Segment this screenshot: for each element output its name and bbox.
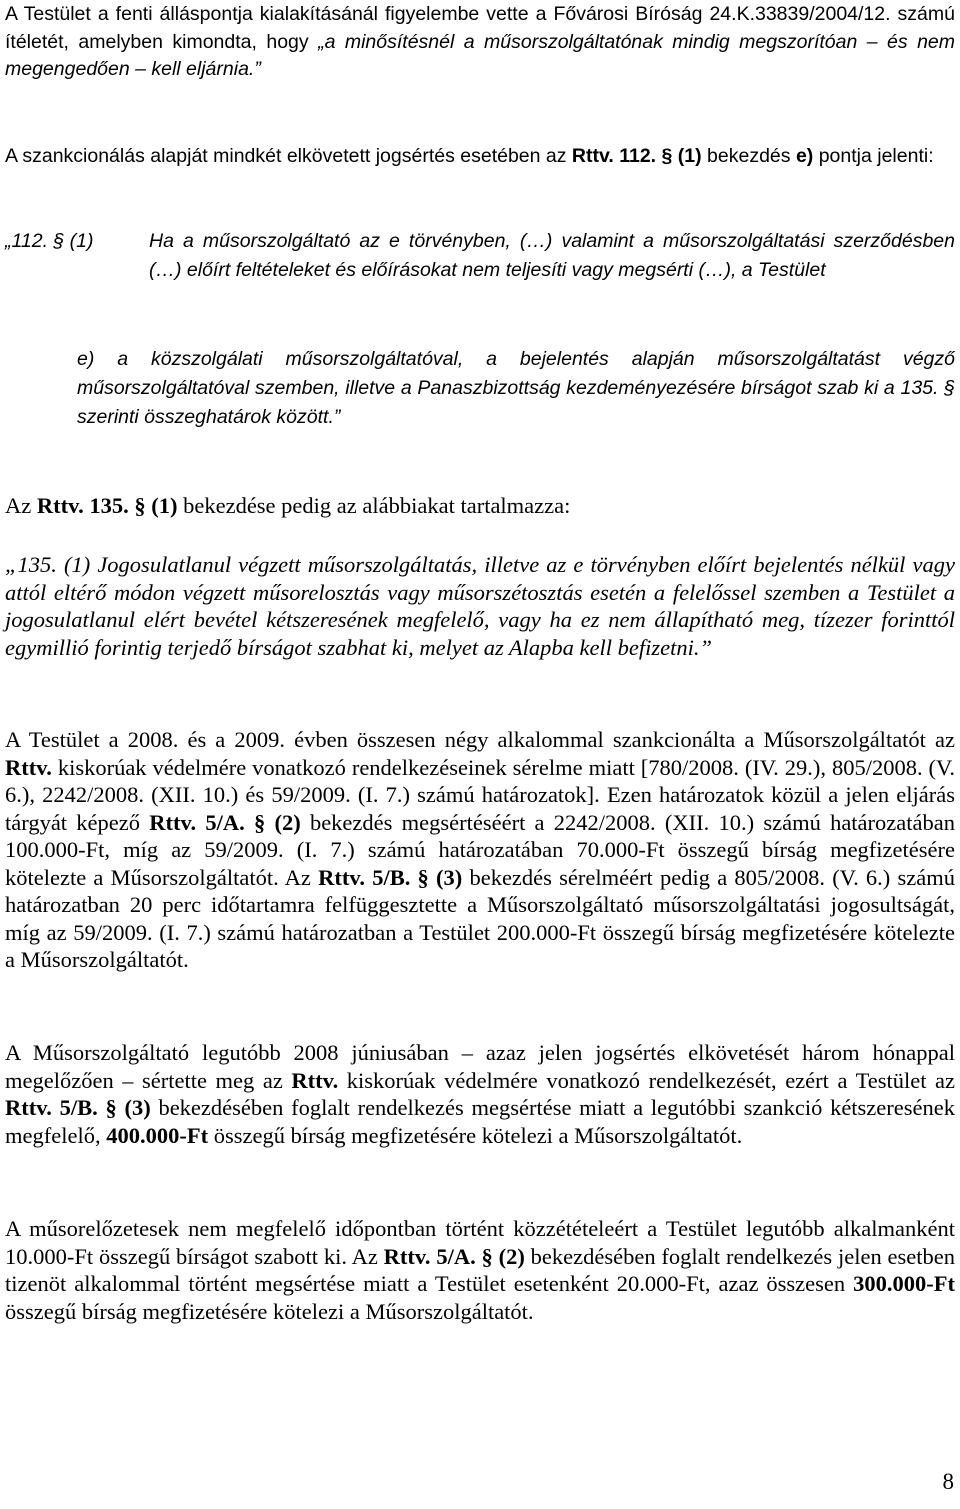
law-reference: Rttv.: [5, 754, 52, 780]
paragraph-text: A Testület a fenti álláspontja kialakításánál figyelembe vette a Fővárosi Bíróság 24.K.33839/2004/12. számú ítéletét, amelyben kimondta, hogy: [5, 3, 955, 53]
paragraph-sanction-basis: [5, 143, 955, 171]
section-number: „112. § (1): [5, 230, 94, 252]
law-reference: Rttv. 112. § (1): [571, 145, 702, 167]
fine-amount: 400.000-Ft: [106, 1122, 209, 1148]
paragraph-text: bekezdése pedig az alábbiakat tartalmazza:: [177, 493, 571, 518]
section-135-text: „135. (1) Jogosulatlanul végzett műsorszolgáltatás, illetve az e törvényben előírt bejelentés nélkül vagy attól eltérő módon végzett műsorelosztás vagy műsorszétosztás esetén a felelőssel szemben a Testület a jogosulatlanul elért bevétel kétszeresének megfelelő, vagy ha ez nem állapítható meg, tízezer forinttól egymillió forintig terjedő bírságot szabhat ki, melyet az Alapba kell befizetni.”: [5, 552, 955, 660]
quote-section-135: [5, 551, 955, 661]
section-body: Ha a műsorszolgáltató az e törvényben, (…) valamint a műsorszolgáltatási szerződésben (…) előírt feltételeket és előírásokat nem teljesíti vagy megsérti (…), a Testület: [149, 230, 955, 281]
paragraph-text: kiskorúak védelmére vonatkozó rendelkezéseinek sérelme miatt [780/2008. (IV. 29.), 805/2008. (V. 6.), 2242/2008. (XII. 10.) és 59/2009. (I. 7.) számú határozatok]. Ezen határozatok közül a jelen eljárás tárgyát képező: [5, 754, 955, 835]
paragraph-text: A Műsorszolgáltató legutóbb 2008 júniusában – azaz jelen jogsértés elkövetését három hónappal megelőzően – sértette meg az: [5, 1040, 955, 1093]
paragraph-text: Az: [5, 493, 37, 518]
paragraph-text: bekezdés sérelméért pedig a 805/2008. (V. 6.) számú határozatban 20 perc időtartamra felfüggesztette a Műsorszolgáltató műsorszolgáltatási jogosultságát, míg az 59/2009. (I. 7.) számú határozatban a Testület 200.000-Ft összegű bírság megfizetésére kötelezte a Műsorszolgáltatót.: [5, 864, 955, 972]
paragraph-text: A műsorelőzetesek nem megfelelő időpontban történt közzétételeért a Testület legutóbb alkalmanként 10.000-Ft összegű bírságot szabott ki. Az: [5, 1216, 955, 1269]
page-number: 8: [942, 1469, 954, 1494]
court-quote: „a minősítésnél a műsorszolgáltatónak mindig megszorítóan – és nem megengedően – kell eljárnia.”: [5, 30, 955, 80]
paragraph-court-ruling: [5, 1, 955, 84]
paragraph-text: kiskorúak védelmére vonatkozó rendelkezését, ezért a Testület az: [338, 1067, 955, 1093]
law-reference: Rttv.: [291, 1067, 339, 1093]
paragraph-text: A Testület a 2008. és a 2009. évben összesen négy alkalommal szankcionálta a Műsorszolgáltatót az: [5, 727, 955, 752]
paragraph-text: bekezdés: [701, 145, 796, 167]
law-reference: e): [795, 145, 814, 167]
law-reference: Rttv. 5/A. § (2): [383, 1243, 525, 1269]
law-reference: Rttv. 135. § (1): [36, 493, 178, 518]
paragraph-text: bekezdés megsértéséért a 2242/2008. (XII. 10.) számú határozatában 100.000-Ft, míg az 59/2009. (I. 7.) számú határozatában 70.000-Ft összegű bírság megfizetésére kötelezte a Műsorszolgáltatót. Az: [5, 809, 955, 890]
paragraph-text: összegű bírság megfizetésére kötelezi a Műsorszolgáltatót.: [5, 1298, 534, 1324]
law-reference: Rttv. 5/B. § (3): [318, 864, 463, 890]
paragraph-text: A szankcionálás alapját mindkét elkövetett jogsértés esetében az: [5, 145, 572, 167]
fine-amount: 300.000-Ft: [853, 1271, 955, 1296]
paragraph-previous-sanctions: [5, 726, 955, 974]
paragraph-text: bekezdésében foglalt rendelkezés megsértése miatt a legutóbbi szankció kétszeresének megfelelő,: [5, 1095, 955, 1148]
law-reference: Rttv. 5/B. § (3): [5, 1095, 151, 1120]
paragraph-trailer-fines: [5, 1215, 955, 1325]
quote-point-e: e) a közszolgálati műsorszolgáltatóval, a bejelentés alapján műsorszolgáltatást végző műsorszolgáltatóval szemben, illetve a Panaszbizottság kezdeményezésére bírságot szab ki a 135. § szerinti összeghatárok között.”: [77, 348, 955, 428]
paragraph-text: pontja jelenti:: [813, 145, 934, 167]
law-reference: Rttv. 5/A. § (2): [149, 809, 301, 835]
paragraph-text: összegű bírság megfizetésére kötelezi a Műsorszolgáltatót.: [208, 1122, 743, 1148]
paragraph-latest-violation: [5, 1039, 955, 1149]
paragraph-text: bekezdésében foglalt rendelkezés jelen esetben tizenöt alkalommal történt megsértése miatt a Testület esetenként 20.000-Ft, azaz összesen: [5, 1243, 955, 1296]
paragraph-section-135-intro: [5, 492, 955, 520]
